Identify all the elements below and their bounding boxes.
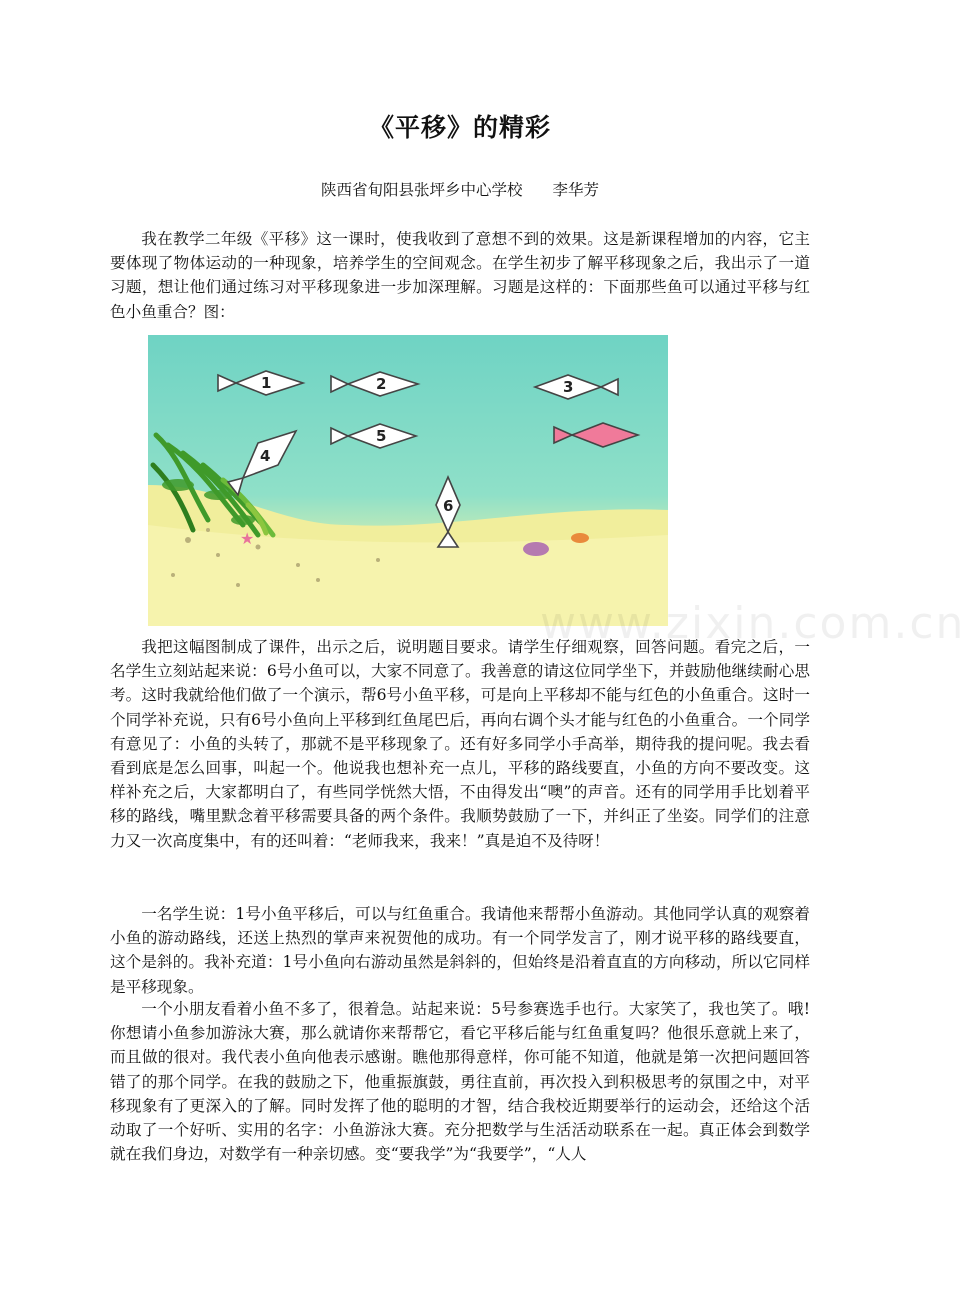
fish-2-label: 2 <box>376 375 387 393</box>
fish-4-label: 4 <box>260 447 271 465</box>
fish-6-label: 6 <box>443 497 454 515</box>
svg-text:★: ★ <box>240 529 255 548</box>
document-title: 《平移》的精彩 <box>368 113 551 142</box>
fish-translation-figure <box>148 335 668 626</box>
byline <box>0 178 920 200</box>
paragraph-fish-five: 一个小朋友看着小鱼不多了，很着急。站起来说：5号参赛选手也行。大家笑了，我也笑了。哦!你想请小鱼参加游泳大赛，那么就请你来帮帮它，看它平移后能与红鱼重复吗？他很乐意就上来了，而且做的很对。我代表小鱼向他表示感谢。瞧他那得意样，你可能不知道，他就是第一次把问题回答错了的那个同学。在我的鼓励之下，他重振旗鼓，勇往直前，再次投入到积极思考的氛围之中，对平移现象有了更深入的了解。同时发挥了他的聪明的才智，结合我校近期要举行的运动会，还给这个活动取了一个好听、实用的名字：小鱼游泳大赛。充分把数学与生活活动联系在一起。真正体会到数学就在我们身边，对数学有一种亲切感。变“要我学”为“我要学”，“人人 <box>110 1000 810 1164</box>
paragraph-intro: 我在教学二年级《平移》这一课时，使我收到了意想不到的效果。这是新课程增加的内容，它主要体现了物体运动的一种现象，培养学生的空间观念。在学生初步了解平移现象之后，我出示了一道习题，想让他们通过练习对平移现象进一步加深理解。习题是这样的：下面那些鱼可以通过平移与红色小鱼重合？图： <box>110 230 810 321</box>
byline-school: 陕西省旬阳县张坪乡中心学校 <box>320 181 523 199</box>
fish-3-label: 3 <box>563 378 574 396</box>
byline-author: 李华芳 <box>552 181 600 199</box>
shell <box>523 542 549 556</box>
watermark: www.zixin.com.cn <box>540 598 965 649</box>
fish-5-label: 5 <box>376 427 387 445</box>
shell <box>571 533 589 543</box>
fish-1-label: 1 <box>261 374 272 392</box>
paragraph-demonstration: 我把这幅图制成了课件，出示之后，说明题目要求。请学生仔细观察，回答问题。看完之后，一名学生立刻站起来说：6号小鱼可以，大家不同意了。我善意的请这位同学坐下，并鼓励他继续耐心思考。这时我就给他们做了一个演示，帮6号小鱼平移，可是向上平移却不能与红色的小鱼重合。这时一个同学补充说，只有6号小鱼向上平移到红鱼尾巴后，再向右调个头才能与红色的小鱼重合。一个同学有意见了：小鱼的头转了，那就不是平移现象了。还有好多同学小手高举，期待我的提问呢。我去看看到底是怎么回事，叫起一个。他说我也想补充一点儿，平移的路线要直，小鱼的方向不要改变。这样补充之后，大家都明白了，有些同学恍然大悟，不由得发出“噢”的声音。还有的同学用手比划着平移的路线，嘴里默念着平移需要具备的两个条件。我顺势鼓励了一下，并纠正了坐姿。同学们的注意力又一次高度集中，有的还叫着：“老师我来，我来！”真是迫不及待呀！ <box>110 638 810 850</box>
paragraph-fish-one: 一名学生说：1号小鱼平移后，可以与红鱼重合。我请他来帮帮小鱼游动。其他同学认真的观察着小鱼的游动路线，还送上热烈的掌声来祝贺他的成功。有一个同学发言了，刚才说平移的路线要直，这个是斜的。我补充道：1号小鱼向右游动虽然是斜斜的，但始终是沿着直直的方向移动，所以它同样是平移现象。 <box>110 905 810 996</box>
